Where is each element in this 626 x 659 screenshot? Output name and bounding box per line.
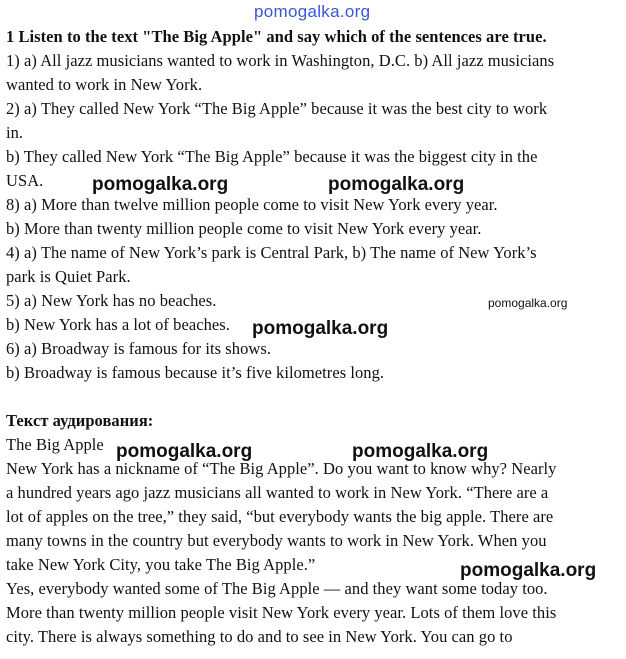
transcript-line: More than twenty million people visit New York every year. Lots of them love this [6, 603, 557, 622]
task-line: USA. [6, 171, 44, 190]
task-line: 1) a) All jazz musicians wanted to work in Washington, D.C. b) All jazz musicians [6, 51, 555, 70]
watermark: pomogalka.org [352, 441, 489, 462]
transcript-title: The Big Apple [6, 435, 104, 454]
transcript-line: a hundred years ago jazz musicians all wanted to work in New York. “There are a [6, 483, 549, 502]
watermark: pomogalka.org [116, 441, 253, 462]
watermark: pomogalka.org [92, 174, 229, 195]
watermark: pomogalka.org [488, 296, 568, 310]
task-line: 2) a) They called New York “The Big Apple” because it was the best city to work [6, 99, 548, 118]
task-line: in. [6, 123, 24, 142]
task-line: 4) a) The name of New York’s park is Central Park, b) The name of New York’s [6, 243, 537, 262]
task-line: 6) a) Broadway is famous for its shows. [6, 339, 271, 358]
task-line: park is Quiet Park. [6, 267, 131, 286]
task-line: wanted to work in New York. [6, 75, 203, 94]
transcript-line: New York has a nickname of “The Big Apple”. Do you want to know why? Nearly [6, 459, 557, 478]
watermark: pomogalka.org [252, 318, 389, 339]
task-heading: 1 Listen to the text "The Big Apple" and say which of the sentences are true. [6, 27, 547, 46]
task-line: b) They called New York “The Big Apple” because it was the biggest city in the [6, 147, 538, 166]
task-line: 8) a) More than twelve million people come to visit New York every year. [6, 195, 498, 214]
watermark: pomogalka.org [460, 560, 597, 581]
transcript-line: Yes, everybody wanted some of The Big Apple — and they want some today too. [6, 579, 548, 598]
task-line: 5) a) New York has no beaches. [6, 291, 217, 310]
transcript-heading: Текст аудирования: [6, 411, 154, 430]
task-line: b) More than twenty million people come to visit New York every year. [6, 219, 482, 238]
watermark: pomogalka.org [328, 174, 465, 195]
transcript-line: lot of apples on the tree,” they said, “but everybody wants the big apple. There are [6, 507, 554, 526]
watermark-top: pomogalka.org [254, 2, 371, 21]
transcript-line: take New York City, you take The Big Apple.” [6, 555, 316, 574]
task-line: b) New York has a lot of beaches. [6, 315, 230, 334]
task-line: b) Broadway is famous because it’s five kilometres long. [6, 363, 385, 382]
transcript-line: many towns in the country but everybody wants to work in New York. When you [6, 531, 547, 550]
transcript-line: city. There is always something to do and to see in New York. You can go to [6, 627, 513, 646]
